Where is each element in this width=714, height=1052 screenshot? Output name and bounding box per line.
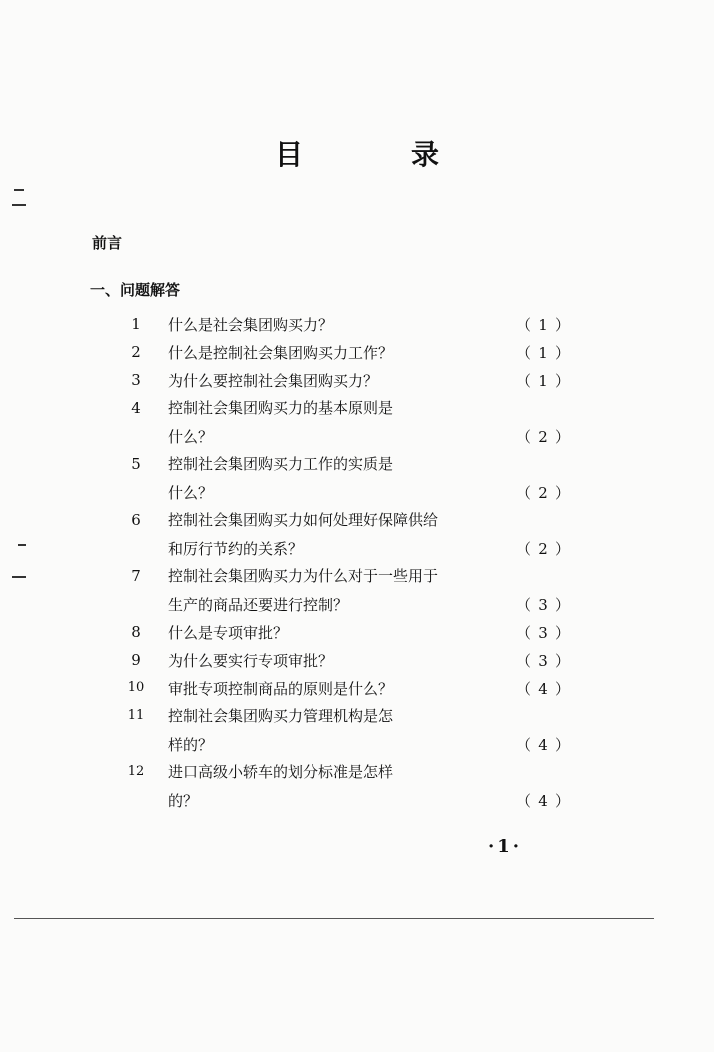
scan-mark	[12, 576, 26, 578]
toc-entry[interactable]	[168, 621, 570, 643]
toc-entry[interactable]	[168, 369, 570, 391]
dot-leader	[351, 593, 513, 615]
toc-entry-page: （ 3 ）	[515, 651, 570, 670]
toc-entry-page: （ 1 ）	[515, 371, 570, 390]
dot-leader	[336, 313, 513, 335]
toc-entry-title: 什么是控制社会集团购买力工作？	[168, 343, 394, 362]
toc-entry-number: 6	[131, 511, 141, 529]
page-ref: 1	[538, 371, 548, 390]
toc-entry-page: （ 1 ）	[515, 343, 570, 362]
toc-entry-title: 什么？	[168, 427, 214, 446]
page-ref: 4	[538, 735, 548, 754]
toc-entry[interactable]	[168, 313, 570, 335]
toc-entry-title: 为什么要实行专项审批？	[168, 651, 334, 670]
scan-mark	[12, 204, 26, 206]
toc-entry-title[interactable]: 控制社会集团购买力管理机构是怎	[168, 707, 394, 725]
dot-leader	[381, 369, 513, 391]
toc-entry-title: 样的？	[168, 735, 214, 754]
toc-entry[interactable]	[168, 481, 570, 503]
page-ref: 2	[538, 427, 548, 446]
toc-entry-number: 5	[131, 455, 141, 473]
toc-entry-number: 12	[127, 764, 145, 779]
dot-leader	[396, 341, 513, 363]
scan-mark	[18, 544, 26, 546]
toc-entry-number: 10	[127, 680, 145, 695]
page-ref: 4	[538, 791, 548, 810]
toc-entry-page: （ 3 ）	[515, 595, 570, 614]
toc-heading: 目 录	[274, 138, 479, 171]
toc-entry[interactable]	[168, 733, 570, 755]
dot-leader	[216, 425, 513, 447]
toc-entry-title[interactable]: 控制社会集团购买力如何处理好保障供给	[168, 511, 439, 529]
toc-entry-number: 9	[131, 651, 141, 669]
page-ref: 1	[538, 343, 548, 362]
toc-entry[interactable]	[168, 593, 570, 615]
toc-entry-number: 7	[131, 567, 141, 585]
page-number: ·1·	[488, 836, 523, 857]
toc-entry[interactable]	[168, 649, 570, 671]
page-ref: 4	[538, 679, 548, 698]
page-ref: 2	[538, 483, 548, 502]
toc-entry-page: （ 4 ）	[515, 791, 570, 810]
toc-entry-title: 什么是社会集团购买力？	[168, 315, 334, 334]
toc-entry-title: 审批专项控制商品的原则是什么？	[168, 679, 394, 698]
scan-mark	[14, 189, 24, 191]
toc-entry-title: 的？	[168, 791, 199, 810]
toc-entry[interactable]	[168, 537, 570, 559]
toc-entry-title: 为什么要控制社会集团购买力？	[168, 371, 379, 390]
section-part-one[interactable]: 一、问题解答	[90, 281, 181, 299]
page-ref: 3	[538, 623, 548, 642]
toc-entry-page: （ 1 ）	[515, 315, 570, 334]
toc-entry-title[interactable]: 进口高级小轿车的划分标准是怎样	[168, 763, 394, 781]
page-ref: 2	[538, 539, 548, 558]
dot-leader	[216, 481, 513, 503]
dot-leader	[336, 649, 513, 671]
toc-entry-title: 生产的商品还要进行控制？	[168, 595, 349, 614]
toc-entry-page: （ 2 ）	[515, 539, 570, 558]
toc-entry[interactable]	[168, 425, 570, 447]
dot-leader	[306, 537, 513, 559]
toc-entry-page: （ 2 ）	[515, 427, 570, 446]
toc-entry[interactable]	[168, 341, 570, 363]
toc-entry-page: （ 4 ）	[515, 735, 570, 754]
toc-entry-number: 11	[127, 708, 145, 723]
section-preface[interactable]: 前言	[92, 234, 123, 252]
dot-leader	[396, 677, 513, 699]
toc-entry[interactable]	[168, 789, 570, 811]
toc-entry-number: 2	[131, 343, 141, 361]
toc-entry-number: 8	[131, 623, 141, 641]
toc-entry-title: 和厉行节约的关系？	[168, 539, 304, 558]
toc-entry-number: 3	[131, 371, 141, 389]
page-ref: 3	[538, 595, 548, 614]
dot-leader	[291, 621, 513, 643]
toc-entry-title: 什么？	[168, 483, 214, 502]
toc-entry-title[interactable]: 控制社会集团购买力的基本原则是	[168, 399, 394, 417]
toc-entry-number: 4	[131, 399, 141, 417]
toc-entry-title[interactable]: 控制社会集团购买力工作的实质是	[168, 455, 394, 473]
dot-leader	[216, 733, 513, 755]
toc-entry-page: （ 2 ）	[515, 483, 570, 502]
toc-entry[interactable]	[168, 677, 570, 699]
toc-entry-title: 什么是专项审批？	[168, 623, 289, 642]
toc-entry-page: （ 4 ）	[515, 679, 570, 698]
dot-leader	[201, 789, 513, 811]
toc-entry-number: 1	[131, 315, 141, 333]
bottom-rule	[14, 918, 654, 919]
toc-entry-title[interactable]: 控制社会集团购买力为什么对于一些用于	[168, 567, 439, 585]
page-ref: 3	[538, 651, 548, 670]
page-ref: 1	[538, 315, 548, 334]
toc-entry-page: （ 3 ）	[515, 623, 570, 642]
